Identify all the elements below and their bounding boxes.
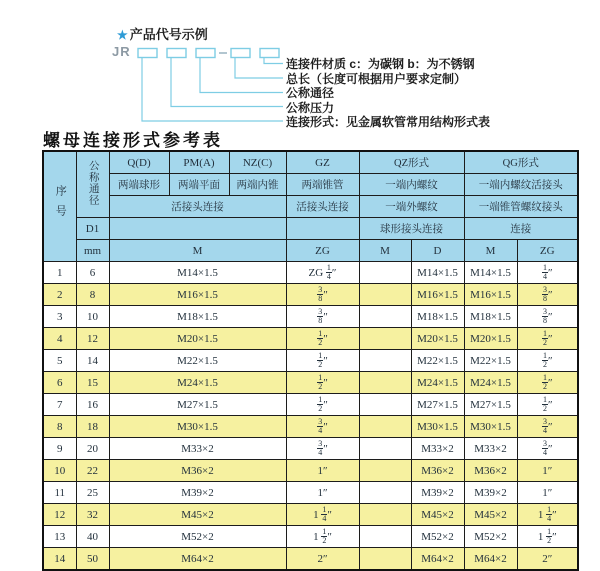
table-row — [43, 504, 578, 526]
cell-gz: 1″ — [286, 460, 359, 482]
cell-serial: 3 — [43, 306, 76, 328]
header-unit-mm: mm — [76, 240, 109, 262]
cell-serial: 5 — [43, 350, 76, 372]
header-qz-unit-d: D — [411, 240, 464, 262]
cell-qz-m — [359, 350, 411, 372]
cell-m-thread: M18×1.5 — [109, 306, 286, 328]
cell-dn: 10 — [76, 306, 109, 328]
cell-dn: 8 — [76, 284, 109, 306]
cell-qz-d: M24×1.5 — [411, 372, 464, 394]
cell-qz-m — [359, 416, 411, 438]
cell-qg-zg: 1″ — [517, 460, 578, 482]
cell-qg-zg: 1 $\frac{1}{2}$ ″ — [517, 526, 578, 548]
cell-gz: $\frac{3}{8}$ ″ — [286, 306, 359, 328]
cell-qz-d: M20×1.5 — [411, 328, 464, 350]
header-form-qz: QZ形式 — [359, 151, 464, 174]
cell-qg-zg: $\frac{1}{2}$ ″ — [517, 372, 578, 394]
cell-gz: 1 $\frac{1}{2}$ ″ — [286, 526, 359, 548]
cell-qg-m: M64×2 — [464, 548, 517, 571]
cell-dn: 18 — [76, 416, 109, 438]
code-box — [138, 49, 157, 58]
cell-m-thread: M20×1.5 — [109, 328, 286, 350]
cell-gz: $\frac{1}{2}$ ″ — [286, 350, 359, 372]
cell-qz-d: M52×2 — [411, 526, 464, 548]
header-qz-unit-m: M — [359, 240, 411, 262]
cell-m-thread: M22×1.5 — [109, 350, 286, 372]
star-icon: ★ — [117, 28, 128, 42]
cell-qz-m — [359, 284, 411, 306]
cell-qz-d: M22×1.5 — [411, 350, 464, 372]
header-qg-unit-m: M — [464, 240, 517, 262]
table-body — [43, 262, 578, 571]
table-title: 螺母连接形式参考表 — [43, 131, 223, 150]
cell-gz: $\frac{3}{8}$ ″ — [286, 284, 359, 306]
table-row — [43, 350, 578, 372]
cell-qg-zg: 2″ — [517, 548, 578, 571]
code-box — [167, 49, 186, 58]
header-qg-row3: 一端锥管螺纹接头 — [464, 196, 578, 218]
cell-qz-m — [359, 306, 411, 328]
cell-m-thread: M52×2 — [109, 526, 286, 548]
header-form-pm: PM(A) — [169, 151, 229, 174]
cell-gz: $\frac{3}{4}$ ″ — [286, 416, 359, 438]
header-qg-row4: 连接 — [464, 218, 578, 240]
code-box — [196, 49, 215, 58]
cell-qz-m — [359, 460, 411, 482]
cell-m-thread: M14×1.5 — [109, 262, 286, 284]
cell-dn: 50 — [76, 548, 109, 571]
cell-gz: $\frac{1}{2}$ ″ — [286, 394, 359, 416]
cell-qg-zg: $\frac{3}{4}$ ″ — [517, 416, 578, 438]
table-row — [43, 372, 578, 394]
cell-dn: 12 — [76, 328, 109, 350]
cell-qz-d: M30×1.5 — [411, 416, 464, 438]
cell-qg-m: M36×2 — [464, 460, 517, 482]
header-form-qg: QG形式 — [464, 151, 578, 174]
cell-qg-m: M20×1.5 — [464, 328, 517, 350]
table-row — [43, 416, 578, 438]
cell-qz-m — [359, 504, 411, 526]
cell-dn: 22 — [76, 460, 109, 482]
cell-gz: 1″ — [286, 482, 359, 504]
table-row — [43, 306, 578, 328]
table-row — [43, 482, 578, 504]
cell-qz-m — [359, 438, 411, 460]
cell-serial: 1 — [43, 262, 76, 284]
cell-qg-m: M22×1.5 — [464, 350, 517, 372]
cell-qz-m — [359, 394, 411, 416]
cell-dn: 32 — [76, 504, 109, 526]
cell-qz-m — [359, 372, 411, 394]
cell-qg-zg: $\frac{3}{4}$ ″ — [517, 438, 578, 460]
cell-m-thread: M39×2 — [109, 482, 286, 504]
connector-line — [142, 58, 283, 122]
table-row — [43, 438, 578, 460]
cell-qg-m: M30×1.5 — [464, 416, 517, 438]
connector-line — [200, 58, 283, 93]
cell-qz-d: M16×1.5 — [411, 284, 464, 306]
cell-m-thread: M24×1.5 — [109, 372, 286, 394]
cell-dn: 25 — [76, 482, 109, 504]
table-row — [43, 262, 578, 284]
cell-dn: 40 — [76, 526, 109, 548]
product-code-title: 产品代号示例 — [129, 27, 208, 42]
header-form-gz: GZ — [286, 151, 359, 174]
header-form-q: Q(D) — [109, 151, 169, 174]
code-label-diameter: 公称通径 — [286, 86, 335, 100]
cell-serial: 12 — [43, 504, 76, 526]
cell-serial: 4 — [43, 328, 76, 350]
cell-qz-d: M14×1.5 — [411, 262, 464, 284]
code-prefix: JR — [112, 44, 131, 59]
cell-qz-m — [359, 482, 411, 504]
cell-serial: 11 — [43, 482, 76, 504]
cell-m-thread: M27×1.5 — [109, 394, 286, 416]
cell-gz: 2″ — [286, 548, 359, 571]
cell-qz-d: M45×2 — [411, 504, 464, 526]
cell-m-thread: M16×1.5 — [109, 284, 286, 306]
table-row — [43, 526, 578, 548]
cell-qz-d: M39×2 — [411, 482, 464, 504]
header-unit-m: M — [109, 240, 286, 262]
header-dn: 公称通径 — [76, 151, 109, 218]
cell-qg-m: M45×2 — [464, 504, 517, 526]
header-union-connection: 活接头连接 — [109, 196, 286, 218]
cell-qg-zg: 1″ — [517, 482, 578, 504]
cell-qz-d: M64×2 — [411, 548, 464, 571]
cell-serial: 13 — [43, 526, 76, 548]
header-pm-ends: 两端平面 — [169, 174, 229, 196]
cell-serial: 14 — [43, 548, 76, 571]
cell-qg-m: M16×1.5 — [464, 284, 517, 306]
cell-qz-d: M18×1.5 — [411, 306, 464, 328]
cell-m-thread: M36×2 — [109, 460, 286, 482]
cell-qg-m: M14×1.5 — [464, 262, 517, 284]
header-gz-connection: 活接头连接 — [286, 196, 359, 218]
cell-qg-m: M33×2 — [464, 438, 517, 460]
table-row — [43, 328, 578, 350]
cell-m-thread: M30×1.5 — [109, 416, 286, 438]
cell-qg-m: M39×2 — [464, 482, 517, 504]
cell-qz-m — [359, 526, 411, 548]
cell-m-thread: M33×2 — [109, 438, 286, 460]
cell-qg-m: M52×2 — [464, 526, 517, 548]
cell-qz-m — [359, 328, 411, 350]
header-blank — [286, 218, 359, 240]
cell-qz-d: M36×2 — [411, 460, 464, 482]
cell-qg-zg: 1 $\frac{1}{4}$ ″ — [517, 504, 578, 526]
cell-qg-zg: $\frac{3}{8}$ ″ — [517, 306, 578, 328]
header-gz-ends: 两端锥管 — [286, 174, 359, 196]
table-row — [43, 284, 578, 306]
cell-qg-zg: $\frac{1}{2}$ ″ — [517, 328, 578, 350]
header-qz-row2: 一端内螺纹 — [359, 174, 464, 196]
cell-qz-d: M33×2 — [411, 438, 464, 460]
cell-qg-zg: $\frac{1}{4}$ ″ — [517, 262, 578, 284]
cell-qg-zg: $\frac{3}{8}$ ″ — [517, 284, 578, 306]
cell-qg-m: M24×1.5 — [464, 372, 517, 394]
cell-serial: 2 — [43, 284, 76, 306]
cell-qg-m: M27×1.5 — [464, 394, 517, 416]
code-label-pressure: 公称压力 — [286, 100, 335, 115]
cell-qg-zg: $\frac{1}{2}$ ″ — [517, 394, 578, 416]
cell-gz: ZG $\frac{1}{4}$ ″ — [286, 262, 359, 284]
cell-m-thread: M64×2 — [109, 548, 286, 571]
table-row — [43, 394, 578, 416]
header-nz-ends: 两端内锥 — [229, 174, 286, 196]
cell-gz: $\frac{1}{2}$ ″ — [286, 372, 359, 394]
cell-serial: 8 — [43, 416, 76, 438]
code-box — [231, 49, 250, 58]
header-q-ends: 两端球形 — [109, 174, 169, 196]
header-d1: D1 — [76, 218, 109, 240]
cell-serial: 7 — [43, 394, 76, 416]
cell-serial: 9 — [43, 438, 76, 460]
header-qg-unit-zg: ZG — [517, 240, 578, 262]
cell-dn: 14 — [76, 350, 109, 372]
header-unit-zg: ZG — [286, 240, 359, 262]
cell-gz: 1 $\frac{1}{4}$ ″ — [286, 504, 359, 526]
header-form-nz: NZ(C) — [229, 151, 286, 174]
cell-serial: 10 — [43, 460, 76, 482]
cell-gz: $\frac{3}{4}$ ″ — [286, 438, 359, 460]
cell-qg-zg: $\frac{1}{2}$ ″ — [517, 350, 578, 372]
cell-serial: 6 — [43, 372, 76, 394]
code-box — [260, 49, 279, 58]
cell-dn: 16 — [76, 394, 109, 416]
connector-line — [171, 58, 283, 107]
connector-line — [235, 58, 283, 79]
cell-m-thread: M45×2 — [109, 504, 286, 526]
code-label-length: 总长（长度可根据用户要求定制） — [286, 71, 467, 86]
cell-qg-m: M18×1.5 — [464, 306, 517, 328]
header-qz-row3: 一端外螺纹 — [359, 196, 464, 218]
cell-qz-d: M27×1.5 — [411, 394, 464, 416]
connector-line — [264, 58, 283, 64]
header-serial: 序号 — [43, 151, 76, 262]
cell-dn: 6 — [76, 262, 109, 284]
code-label-connection: 连接形式：见金属软管常用结构形式表 — [286, 115, 491, 129]
cell-dn: 20 — [76, 438, 109, 460]
cell-gz: $\frac{1}{2}$ ″ — [286, 328, 359, 350]
cell-dn: 15 — [76, 372, 109, 394]
nut-connection-table — [42, 150, 579, 571]
header-qg-row2: 一端内螺纹活接头 — [464, 174, 578, 196]
header-blank — [109, 218, 286, 240]
cell-qz-m — [359, 262, 411, 284]
table-row — [43, 460, 578, 482]
code-label-material: 连接件材质 c：为碳钢 b：为不锈钢 — [286, 57, 475, 71]
header-qz-row4: 球形接头连接 — [359, 218, 464, 240]
